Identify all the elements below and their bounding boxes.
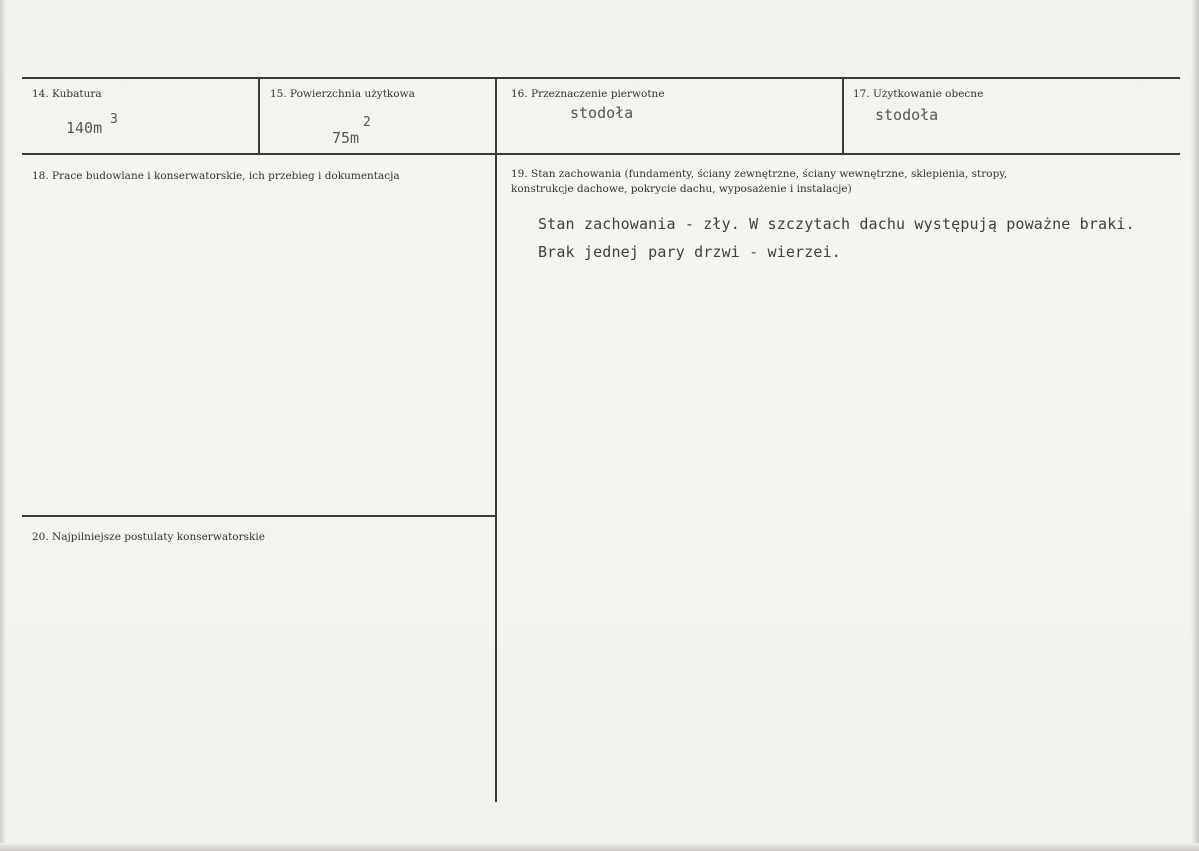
divider-16-17 — [842, 77, 844, 155]
card-edge-bottom — [0, 843, 1199, 851]
field-17-label: 17. Użytkowanie obecne — [853, 88, 984, 100]
field-19-text-line1: Stan zachowania - zły. W szczytach dachu występują poważne braki. — [538, 215, 1135, 233]
field-17-value: stodoła — [875, 106, 939, 124]
card-edge-left — [0, 0, 6, 851]
field-15-value-superscript: 2 — [363, 115, 371, 130]
row1-bottom-rule — [22, 153, 1180, 155]
field-18-label: 18. Prace budowlane i konserwatorskie, ich przebieg i dokumentacja — [32, 170, 400, 182]
field-15-value: 75m — [332, 129, 360, 147]
divider-14-15 — [258, 77, 260, 155]
field-19-label-line1: 19. Stan zachowania (fundamenty, ściany zewnętrzne, ściany wewnętrzne, sklepienia, stropy, — [511, 168, 1008, 180]
field-19-text-line2: Brak jednej pary drzwi - wierzei. — [538, 243, 841, 261]
field-16-value: stodoła — [570, 104, 634, 122]
top-rule — [22, 77, 1180, 79]
field-14-value-superscript: 3 — [110, 112, 118, 127]
field-14-label: 14. Kubatura — [32, 88, 102, 100]
field18-bottom-rule — [22, 515, 495, 517]
field-20-label: 20. Najpilniejsze postulaty konserwatorskie — [32, 531, 265, 543]
field-19-label-line2: konstrukcje dachowe, pokrycie dachu, wyposażenie i instalacje) — [511, 183, 852, 195]
divider-15-16 — [495, 77, 497, 802]
field-14-value: 140m — [66, 119, 103, 137]
field-16-label: 16. Przeznaczenie pierwotne — [511, 88, 665, 100]
card-edge-right — [1191, 0, 1199, 851]
field-15-label: 15. Powierzchnia użytkowa — [270, 88, 415, 100]
